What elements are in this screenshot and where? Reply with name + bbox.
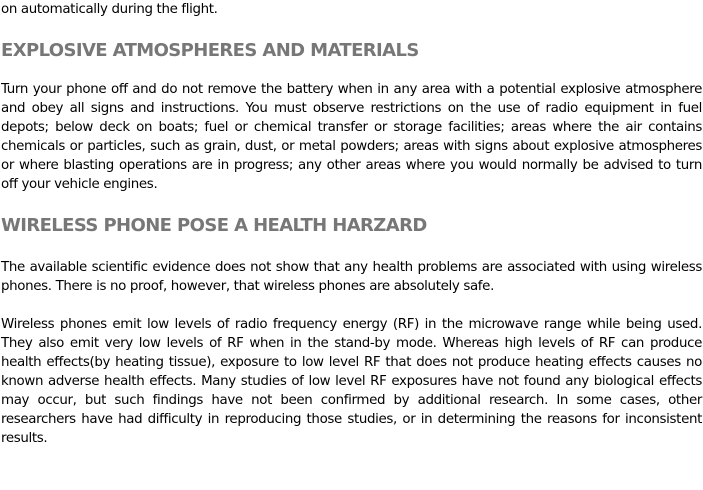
explosive-atmospheres-paragraph: Turn your phone off and do not remove the battery when in any area with a potential explosive atmosphere and obey all signs and instructions. You must observe restrictions on the use of radio equipment in fuel depots; below deck on boats; fuel or chemical transfer or storage facilities; areas where the air contains chemicals or particles, such as grain, dust, or metal powders; areas with signs about explosive atmospheres or where blasting operations are in progress; any other areas where you would normally be advised to turn off your vehicle engines. bbox=[1, 82, 702, 192]
explosive-atmospheres-heading: EXPLOSIVE ATMOSPHERES AND MATERIALS bbox=[1, 40, 419, 61]
health-evidence-paragraph: The available scientific evidence does not show that any health problems are associated with using wireless phones. There is no proof, however, that wireless phones are absolutely safe. bbox=[1, 260, 702, 294]
intro-tail-text: on automatically during the flight. bbox=[1, 2, 218, 17]
health-hazard-heading: WIRELESS PHONE POSE A HEALTH HARZARD bbox=[1, 215, 427, 236]
rf-emission-paragraph: Wireless phones emit low levels of radio frequency energy (RF) in the microwave range while being used. They also emit very low levels of RF when in the stand-by mode. Whereas high levels of RF can produce health effects(by heating tissue), exposure to low level RF that does not produce heating effects causes no known adverse health effects. Many studies of low level RF exposures have not found any biological effects may occur, but such findings have not been confirmed by additional research. In some cases, other researchers have had difficulty in reproducing those studies, or in determining the reasons for inconsistent results. bbox=[1, 317, 702, 446]
